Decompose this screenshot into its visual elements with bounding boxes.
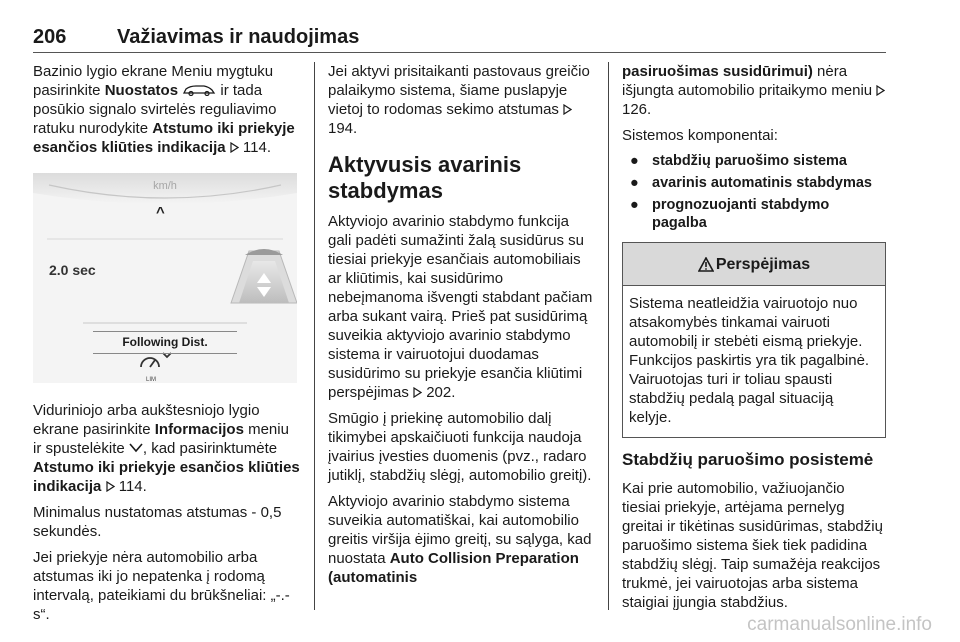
paragraph: Minimalus nustatomas atstumas - 0,5 sekundės.	[33, 504, 282, 540]
section-heading: Stabdžių paruošimo posistemė	[622, 450, 874, 469]
paragraph: Smūgio į priekinę automobilio dalį tikimybei apskaičiuoti funkcija naudoja įvairius įvesties duomenis (pvz., radaro jutiklį, stabdžių slėgį, automobilio greitį).	[328, 410, 592, 484]
components-list	[622, 152, 886, 232]
paragraph: Bazinio lygio ekrane Meniu mygtuku pasirinkite Nuostatos ir tada posūkio signalo svirtelės reguliavimo ratuku nurodykite Atstumo iki priekyje esančios kliūties indikacija 114.	[33, 63, 295, 156]
paragraph: Aktyviojo avarinio stabdymo sistema suveikia automatiškai, kai automobilio greitis viršija ėjimo greitį, su sąlyga, kad nuostata Auto Collision Preparation (automatinis	[328, 493, 592, 586]
list-item: ● prognozuojanti stabdymo pagalba	[630, 197, 830, 231]
paragraph: Sistemos komponentai:	[622, 127, 778, 144]
paragraph: pasiruošimas susidūrimui) nėra išjungta automobilio pritaikymo meniu 126.	[622, 62, 886, 119]
column-2	[328, 62, 594, 594]
page-ref-arrow-icon	[563, 104, 572, 115]
column-divider	[608, 62, 609, 610]
car-icon	[182, 84, 216, 96]
warning-text: Sistema neatleidžia vairuotojo nuo atsakomybės tinkamai vairuoti automobilį ir stebėti eismą priekyje. Funkcijos paskirtis yra tik pagalbinė. Vairuotojas turi ir toliau spausti stabdžių pedalą pagal situaciją kelyje.	[629, 295, 870, 426]
speed-unit-label: km/h	[153, 180, 177, 192]
paragraph: Viduriniojo arba aukštesniojo lygio ekrane pasirinkite Informacijos meniu ir spustelėkite , kad pasirinktumėte Atstumo iki priekyje esančios kliūties indikacija 114.	[33, 402, 300, 495]
warning-box	[622, 242, 886, 438]
page-ref-arrow-icon	[876, 85, 885, 96]
watermark: carmanualsonline.info	[747, 614, 932, 635]
paragraph: Aktyviojo avarinio stabdymo funkcija gali padėti sumažinti žalą susidūrus su tiesiai priekyje esančiais automobiliais ar kliūtimis, kai susidūrimo nebeįmanoma išvengti stabdant pačiam arba sukant vairą. Prieš pat susidūrimą suveikia aktyviojo avarinio stabdymo sistema ir vairuotojui duodamas susidūrimo su priekyje esančia kliūtimi perspėjimas 202.	[328, 213, 593, 401]
following-distance-label: Following Dist.	[93, 331, 237, 354]
paragraph: Jei aktyvi prisitaikanti pastovaus greičio palaikymo sistema, šiame puslapyje vietoj to rodomas sekimo atstumas 194.	[328, 63, 590, 137]
following-distance-display-image	[33, 173, 297, 383]
page-ref-arrow-icon	[413, 387, 422, 398]
section-heading: Aktyvusis avarinis stabdymas	[328, 152, 522, 203]
page-ref-arrow-icon	[230, 142, 239, 153]
warning-title: Perspėjimas	[715, 255, 811, 273]
warning-header	[623, 243, 885, 286]
list-item: ● avarinis automatinis stabdymas	[630, 175, 872, 191]
chevron-down-icon	[129, 443, 143, 453]
page-number: 206	[33, 26, 67, 48]
paragraph: Jei priekyje nėra automobilio arba atstumas iki jo nepatenka į rodomą intervalą, pateikiami du brūkšneliai: „-.- s“.	[33, 549, 290, 623]
limiter-label: LIM	[146, 377, 157, 383]
page-header	[33, 26, 886, 53]
list-item: ● stabdžių paruošimo sistema	[630, 153, 847, 169]
paragraph: Kai prie automobilio, važiuojančio tiesiai priekyje, artėjama pernelyg greitai ir tikėtinas susidūrimas, stabdžių paruošimo sistema šiek tiek padidina stabdžių slėgį. Taip sumažėja reakcijos trukmė, jei vairuotojas arba sistema staigiai įjungia stabdžius.	[622, 480, 883, 611]
column-divider	[314, 62, 315, 610]
warning-triangle-icon	[698, 257, 714, 272]
column-3	[622, 62, 886, 619]
chapter-title: Važiavimas ir naudojimas	[117, 26, 360, 48]
following-time-readout: 2.0 sec	[49, 262, 96, 278]
column-1	[33, 62, 301, 631]
page-ref-arrow-icon	[106, 481, 115, 492]
chevron-up-icon: ^	[156, 204, 165, 221]
